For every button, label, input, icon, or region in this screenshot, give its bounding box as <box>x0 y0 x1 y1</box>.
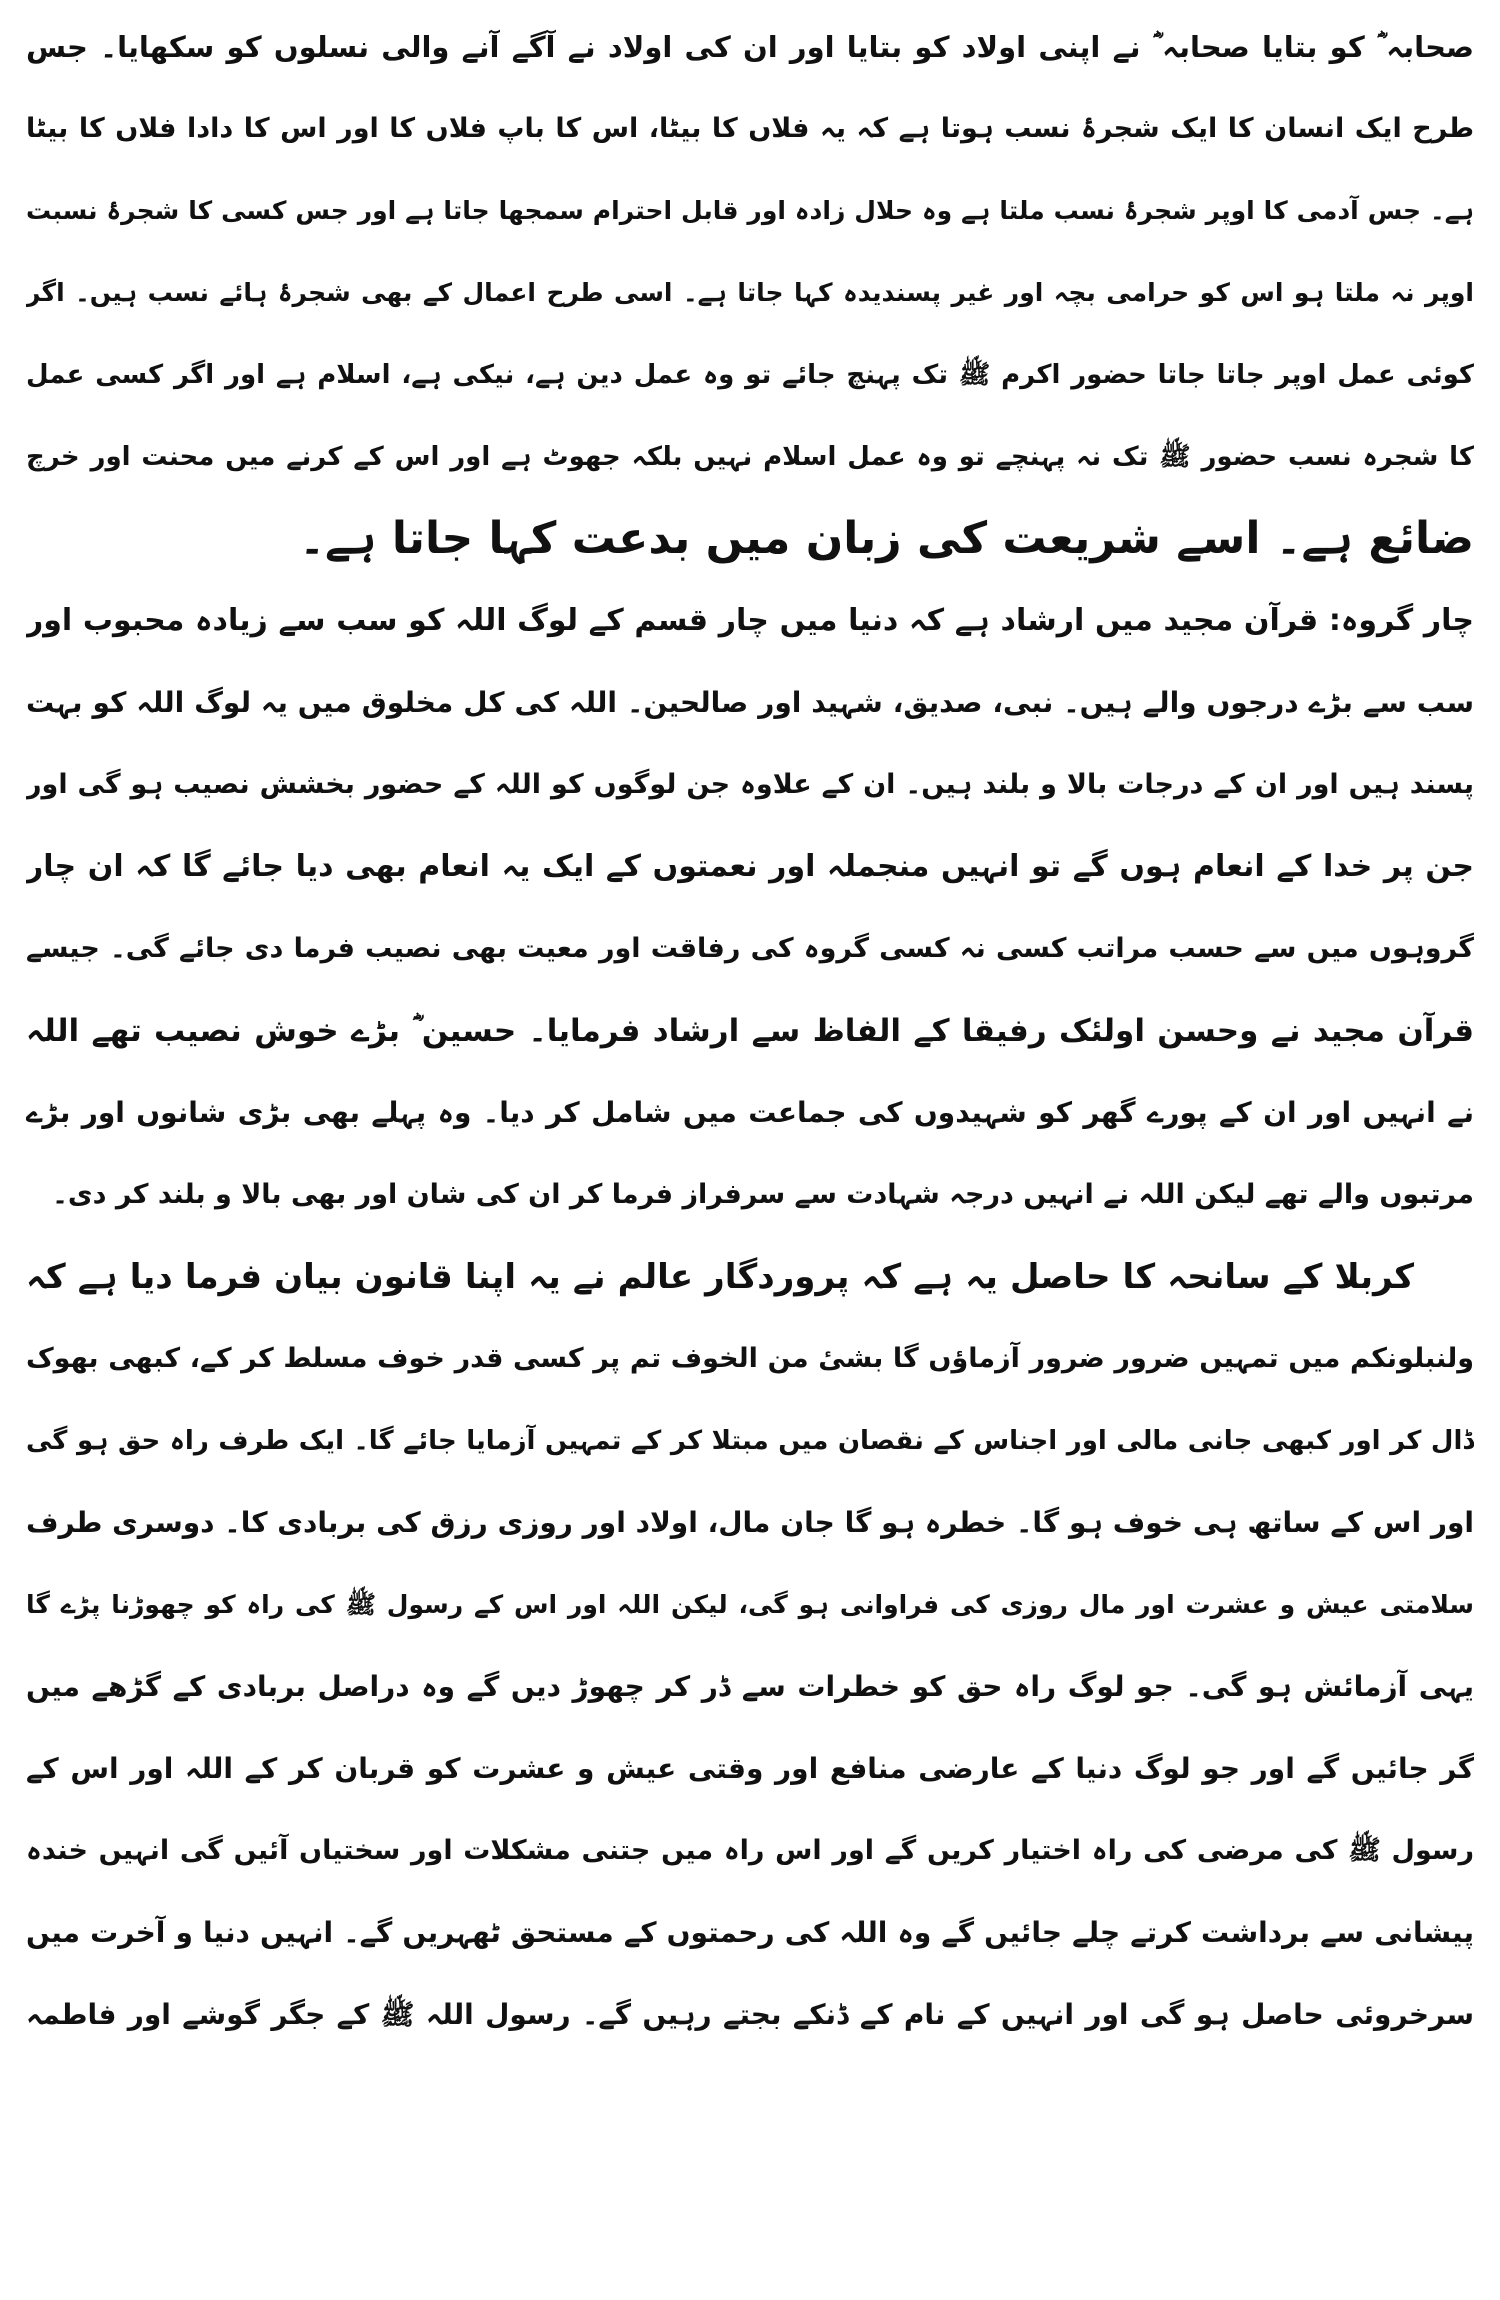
text-line: کا شجرہ نسب حضور ﷺ تک نہ پہنچے تو وہ عمل اسلام نہیں بلکہ جھوٹ ہے اور اس کے کرنے میں محنت اور خرچ <box>26 442 1474 472</box>
text-line: گر جائیں گے اور جو لوگ دنیا کے عارضی منافع اور وقتی عیش و عشرت کو قربان کر کے اللہ اور اس کے <box>26 1752 1474 1785</box>
text-line: رسول ﷺ کی مرضی کی راہ اختیار کریں گے اور اس راہ میں جتنی مشکلات اور سختیاں آئیں گی انہیں خندہ <box>26 1835 1474 1866</box>
text-line: سرخروئی حاصل ہو گی اور انہیں کے نام کے ڈنکے بجتے رہیں گے۔ رسول اللہ ﷺ کے جگر گوشے اور فاطمہ <box>26 1998 1474 2031</box>
text-line: نے انہیں اور ان کے پورے گھر کو شہیدوں کی جماعت میں شامل کر دیا۔ وہ پہلے بھی بڑی شانوں اور بڑے <box>26 1096 1474 1129</box>
text-line: اور اس کے ساتھ ہی خوف ہو گا۔ خطرہ ہو گا جان مال، اولاد اور روزی رزق کی بربادی کا۔ دوسری طرف <box>26 1506 1474 1539</box>
paragraph-lineage <box>26 6 1474 580</box>
text-line: مرتبوں والے تھے لیکن اللہ نے انہیں درجہ شہادت سے سرفراز فرما کر ان کی شان اور بھی بالا و بلند کر دی۔ <box>52 1179 1474 1210</box>
text-line: ولنبلونکم میں تمہیں ضرور ضرور آزماؤں گا بشیٔ من الخوف تم پر کسی قدر خوف مسلط کر کے، کبھی بھوک <box>26 1343 1474 1374</box>
paragraph-four-groups <box>26 580 1474 1236</box>
text-line: ضائع ہے۔ اسے شریعت کی زبان میں بدعت کہا جاتا ہے۔ <box>299 513 1474 564</box>
text-line: یہی آزمائش ہو گی۔ جو لوگ راہ حق کو خطرات سے ڈر کر چھوڑ دیں گے وہ دراصل بربادی کے گڑھے میں <box>26 1670 1474 1703</box>
text-line: پیشانی سے برداشت کرتے چلے جائیں گے وہ اللہ کی رحمتوں کے مستحق ٹھہریں گے۔ انہیں دنیا و آخرت میں <box>26 1916 1474 1949</box>
paragraph-karbala <box>26 1236 1474 2056</box>
text-line: صحابہ ؓ کو بتایا صحابہ ؓ نے اپنی اولاد کو بتایا اور ان کی اولاد نے آگے آنے والی نسلوں کو سکھایا۔ جس <box>26 30 1474 64</box>
text-line: جن پر خدا کے انعام ہوں گے تو انہیں منجملہ اور نعمتوں کے ایک یہ انعام بھی دیا جائے گا کہ ان چار <box>26 849 1474 884</box>
text-line: گروہوں میں سے حسب مراتب کسی نہ کسی گروہ کی رفاقت اور معیت بھی نصیب فرما دی جائے گی۔ جیسے <box>26 933 1474 964</box>
text-line: سلامتی عیش و عشرت اور مال روزی کی فراوانی ہو گی، لیکن اللہ اور اس کے رسول ﷺ کی راہ کو چھوڑنا پڑے گا <box>26 1590 1474 1619</box>
text-line: کربلا کے سانحہ کا حاصل یہ ہے کہ پروردگار عالم نے یہ اپنا قانون بیان فرما دیا ہے کہ <box>26 1257 1414 1297</box>
text-line: سب سے بڑے درجوں والے ہیں۔ نبی، صدیق، شہید اور صالحین۔ اللہ کی کل مخلوق میں یہ لوگ اللہ کو بہت <box>26 686 1474 719</box>
text-line: قرآن مجید نے وحسن اولئک رفیقا کے الفاظ سے ارشاد فرمایا۔ حسین ؓ بڑے خوش نصیب تھے اللہ <box>26 1013 1474 1049</box>
text-line: کوئی عمل اوپر جاتا جاتا حضور اکرم ﷺ تک پہنچ جائے تو وہ عمل دین ہے، نیکی ہے، اسلام ہے اور اگر کسی عمل <box>26 360 1474 390</box>
text-line: ہے۔ جس آدمی کا اوپر شجرۂ نسب ملتا ہے وہ حلال زادہ اور قابل احترام سمجھا جاتا ہے اور جس کسی کا شجرۂ نسبت <box>26 196 1474 225</box>
text-line: طرح ایک انسان کا ایک شجرۂ نسب ہوتا ہے کہ یہ فلاں کا بیٹا، اس کا باپ فلاں کا اور اس کا دادا فلاں کا بیٹا <box>26 113 1474 144</box>
text-line: ڈال کر اور کبھی جانی مالی اور اجناس کے نقصان میں مبتلا کر کے تمہیں آزمایا جائے گا۔ ایک طرف راہ حق ہو گی <box>26 1426 1474 1456</box>
text-line: چار گروہ: قرآن مجید میں ارشاد ہے کہ دنیا میں چار قسم کے لوگ اللہ کو سب سے زیادہ محبوب اور <box>26 603 1474 638</box>
text-line: پسند ہیں اور ان کے درجات بالا و بلند ہیں۔ ان کے علاوہ جن لوگوں کو اللہ کے حضور بخشش نصیب ہو گی اور <box>26 769 1474 800</box>
text-line: اوپر نہ ملتا ہو اس کو حرامی بچہ اور غیر پسندیدہ کہا جاتا ہے۔ اسی طرح اعمال کے بھی شجرۂ ہائے نسب ہیں۔ اگر <box>26 278 1474 307</box>
